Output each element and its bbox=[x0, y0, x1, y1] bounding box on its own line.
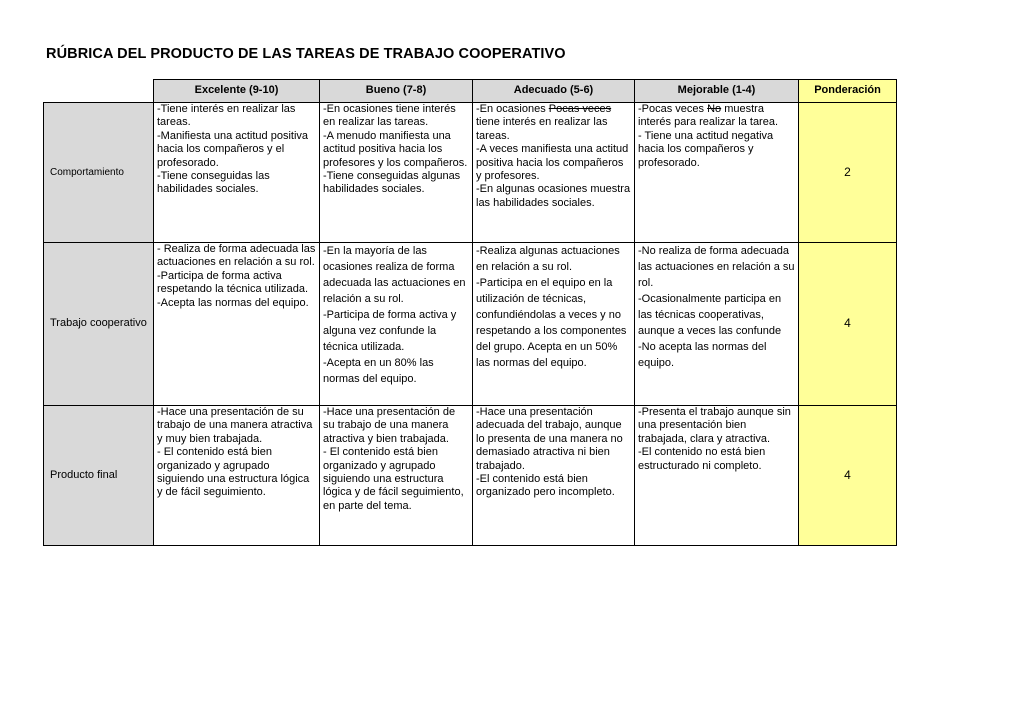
header-ponderacion: Ponderación bbox=[799, 80, 897, 103]
descriptor-line: -Hace una presentación de su trabajo de una manera atractiva y muy bien trabajada. bbox=[157, 406, 313, 445]
criterion-cell: Comportamiento bbox=[44, 103, 154, 243]
descriptor-line: -A menudo manifiesta una actitud positiva hacia los profesores y los compañeros. bbox=[323, 129, 468, 169]
descriptor-line: -Hace una presentación adecuada del trabajo, aunque lo presenta de una manera no demasiado atractiva ni bien trabajado. bbox=[476, 406, 623, 472]
descriptor-line: -Hace una presentación de su trabajo de una manera atractiva y bien trabajada. bbox=[323, 406, 456, 445]
descriptor-line: -Participa de forma activa respetando la técnica utilizada. bbox=[157, 269, 309, 296]
excelente-cell bbox=[154, 406, 320, 546]
descriptor-line: - El contenido está bien organizado y agrupado siguiendo una estructura lógica y de fácil seguimiento, en parte del tema. bbox=[323, 446, 464, 512]
descriptor-line: -Ocasionalmente participa en las técnicas cooperativas, aunque a veces las confunde bbox=[638, 293, 782, 337]
weight-cell: 2 bbox=[799, 103, 897, 243]
descriptor-line: -El contenido está bien organizado pero incompleto. bbox=[476, 473, 615, 499]
mejorable-cell bbox=[635, 103, 799, 243]
descriptor-line: -En algunas ocasiones muestra las habilidades sociales. bbox=[476, 183, 631, 209]
header-row bbox=[44, 80, 897, 103]
mejorable-cell bbox=[635, 406, 799, 546]
rubric-row-trabajo-cooperativo bbox=[44, 243, 897, 406]
document-title: RÚBRICA DEL PRODUCTO DE LAS TAREAS DE TRABAJO COOPERATIVO bbox=[46, 46, 566, 62]
descriptor-line: -No realiza de forma adecuada las actuaciones en relación a su rol. bbox=[638, 245, 795, 289]
descriptor-line: -Realiza algunas actuaciones en relación a su rol. bbox=[476, 245, 620, 273]
descriptor-rest: muestra interés para realizar la tarea. bbox=[638, 103, 779, 129]
descriptor-prefix: -En ocasiones bbox=[476, 103, 549, 115]
rubric-table bbox=[43, 79, 897, 546]
struck-text: Pocas veces bbox=[548, 103, 612, 115]
descriptor-line: -En la mayoría de las ocasiones realiza de forma adecuada las actuaciones en relación a su rol. bbox=[323, 245, 466, 305]
descriptor-prefix: -Pocas veces bbox=[638, 103, 708, 115]
descriptor-line: -Tiene conseguidas algunas habilidades sociales. bbox=[323, 170, 461, 196]
bueno-cell bbox=[320, 243, 473, 406]
struck-text: No bbox=[707, 103, 722, 115]
weight-cell: 4 bbox=[799, 406, 897, 546]
weight-cell: 4 bbox=[799, 243, 897, 406]
descriptor-line: - El contenido está bien organizado y agrupado siguiendo una estructura lógica y de fácil seguimiento. bbox=[157, 446, 310, 499]
descriptor-line: -Acepta en un 80% las normas del equipo. bbox=[323, 357, 434, 385]
adecuado-cell bbox=[473, 243, 635, 406]
descriptor-line: -Participa de forma activa y alguna vez confunde la técnica utilizada. bbox=[323, 309, 457, 353]
descriptor-line: -Acepta las normas del equipo. bbox=[157, 296, 309, 309]
header-excelente: Excelente (9-10) bbox=[154, 80, 320, 103]
descriptor-line: -Tiene interés en realizar las tareas. bbox=[157, 103, 296, 129]
descriptor-line: -Manifiesta una actitud positiva hacia los compañeros y el profesorado. bbox=[157, 129, 309, 169]
descriptor-line bbox=[476, 103, 631, 143]
descriptor-line bbox=[638, 103, 795, 130]
adecuado-cell bbox=[473, 406, 635, 546]
bueno-cell bbox=[320, 406, 473, 546]
mejorable-cell bbox=[635, 243, 799, 406]
criterion-cell: Trabajo cooperativo bbox=[44, 243, 154, 406]
criterion-cell: Producto final bbox=[44, 406, 154, 546]
rubric-row-producto-final bbox=[44, 406, 897, 546]
header-corner bbox=[44, 80, 154, 103]
descriptor-line: -Presenta el trabajo aunque sin una presentación bien trabajada, clara y atractiva. bbox=[638, 406, 791, 445]
descriptor-line: - Tiene una actitud negativa hacia los compañeros y profesorado. bbox=[638, 129, 774, 169]
header-bueno: Bueno (7-8) bbox=[320, 80, 473, 103]
adecuado-cell bbox=[473, 103, 635, 243]
header-adecuado: Adecuado (5-6) bbox=[473, 80, 635, 103]
descriptor-line: -No acepta las normas del equipo. bbox=[638, 341, 767, 369]
descriptor-line: -El contenido no está bien estructurado ni completo. bbox=[638, 446, 766, 472]
excelente-cell bbox=[154, 103, 320, 243]
excelente-cell bbox=[154, 243, 320, 406]
descriptor-line: -Participa en el equipo en la utilización de técnicas, confundiéndolas a veces y no respetando a los componentes del grupo. Acepta en un 50% las normas del equipo. bbox=[476, 277, 627, 369]
descriptor-line: -En ocasiones tiene interés en realizar las tareas. bbox=[323, 103, 456, 129]
header-mejorable: Mejorable (1-4) bbox=[635, 80, 799, 103]
descriptor-line: - Realiza de forma adecuada las actuaciones en relación a su rol. bbox=[157, 243, 316, 269]
bueno-cell bbox=[320, 103, 473, 243]
descriptor-line: -Tiene conseguidas las habilidades sociales. bbox=[157, 170, 270, 196]
descriptor-line: -A veces manifiesta una actitud positiva hacia los compañeros y profesores. bbox=[476, 143, 629, 183]
descriptor-rest: tiene interés en realizar las tareas. bbox=[476, 116, 608, 142]
rubric-row-comportamiento bbox=[44, 103, 897, 243]
